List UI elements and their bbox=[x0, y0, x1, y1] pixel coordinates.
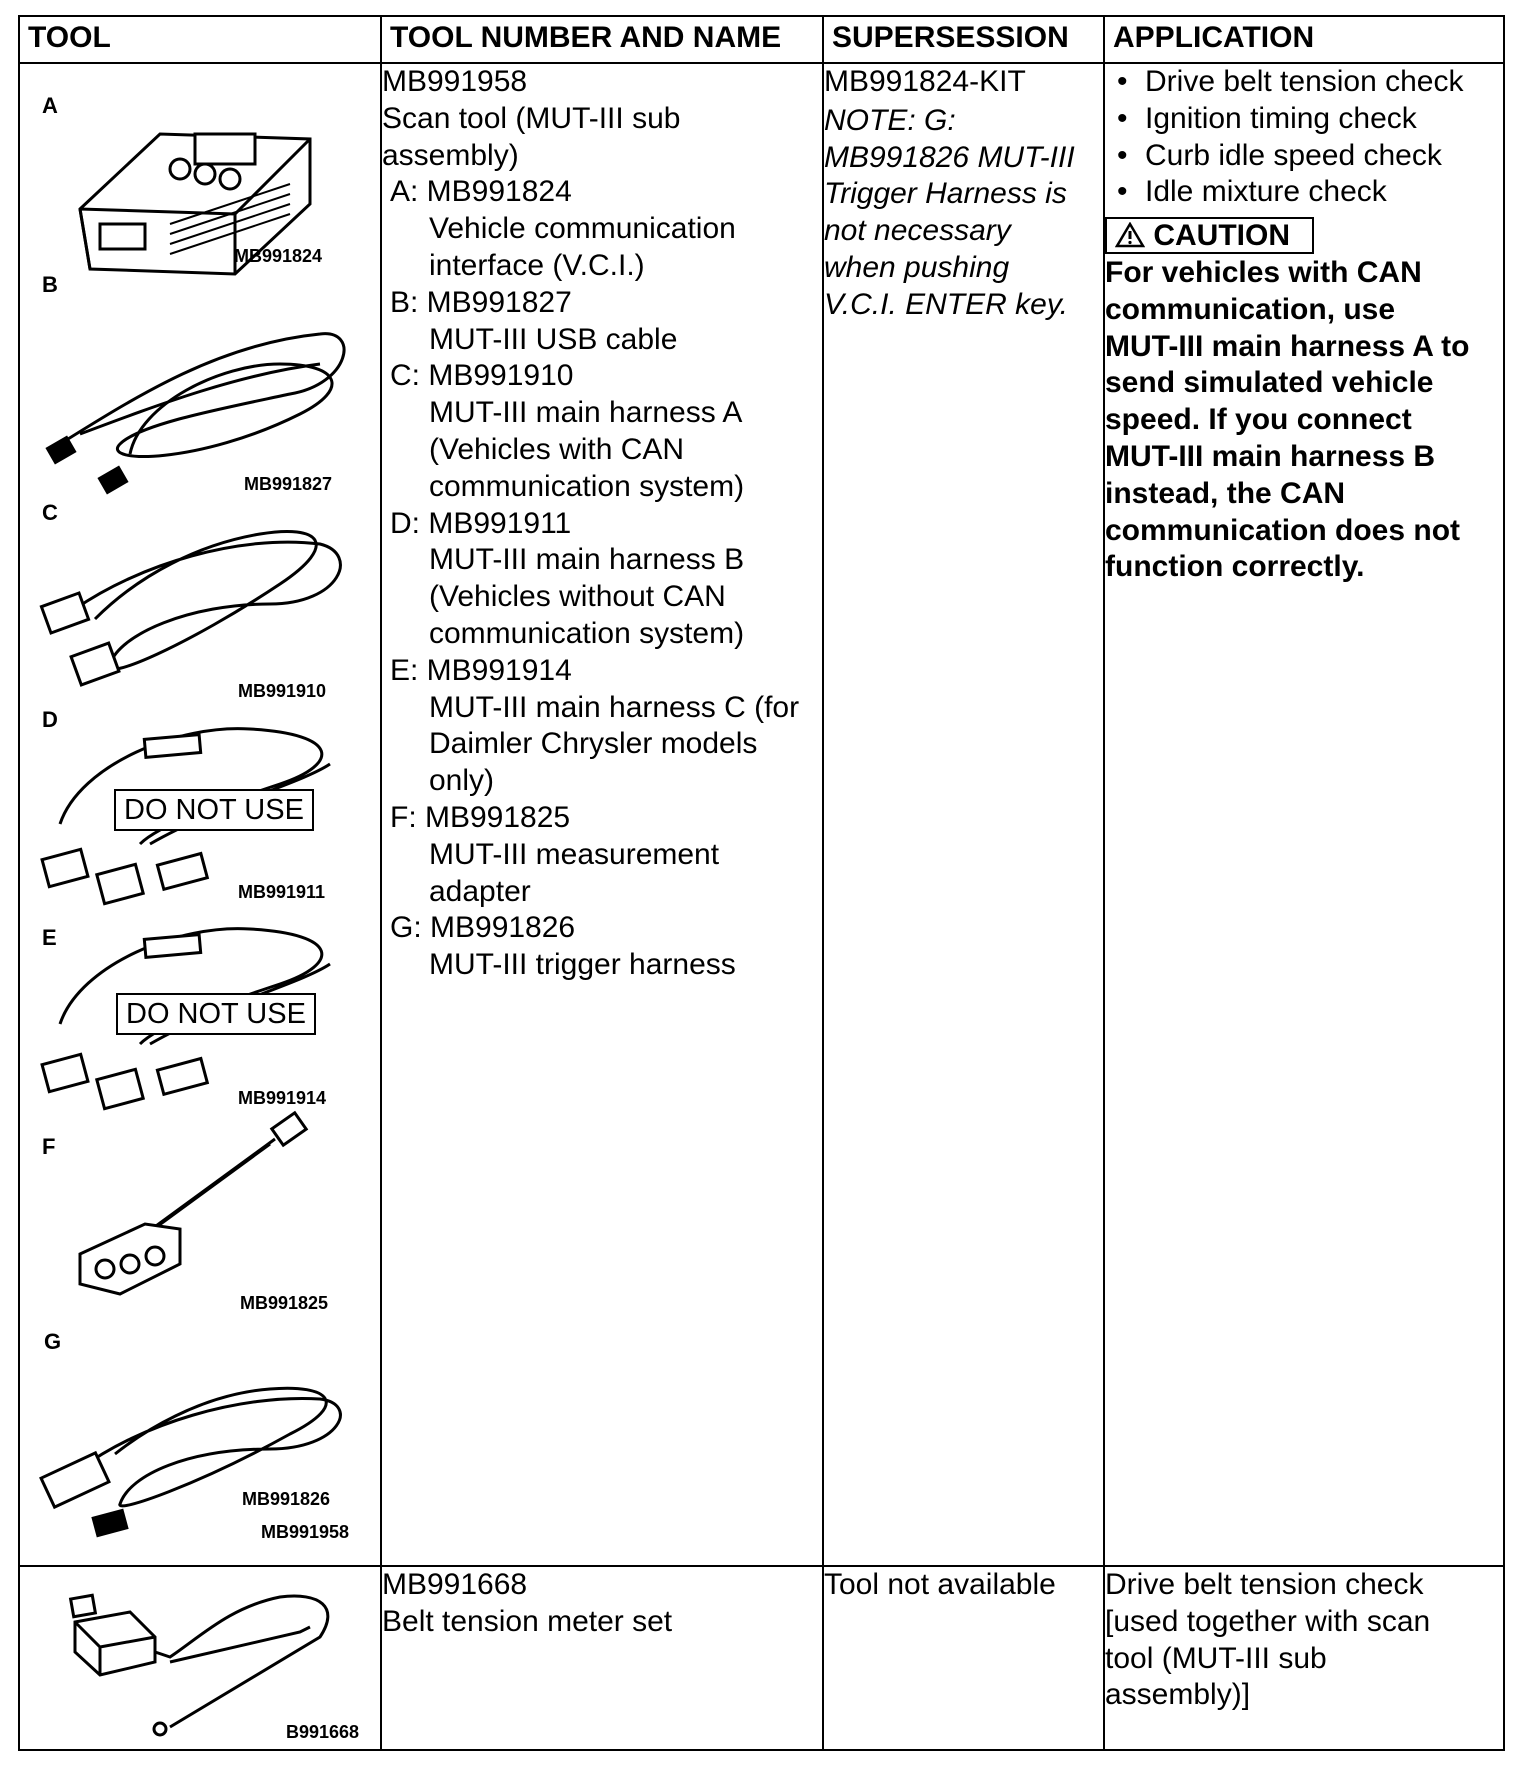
application-cell bbox=[1104, 63, 1504, 1566]
component-code: B: MB991827 bbox=[390, 285, 572, 319]
part-d: MB991911 bbox=[238, 882, 326, 902]
measurement-adapter-illustration bbox=[80, 1113, 306, 1294]
belt-meter-illustration-cell bbox=[19, 1566, 381, 1750]
belt-tool-name: Belt tension meter set bbox=[382, 1604, 673, 1638]
component-description: (Vehicles without CAN bbox=[429, 580, 726, 614]
table-row-scan-tool bbox=[19, 63, 1504, 1566]
part-g: MB991826 bbox=[242, 1489, 331, 1509]
component-description: adapter bbox=[429, 874, 531, 908]
tool-name-line2: assembly) bbox=[382, 138, 519, 172]
component-description: MUT-III measurement bbox=[429, 837, 720, 871]
component-description: Daimler Chrysler models bbox=[429, 727, 758, 761]
part-a: MB991824 bbox=[234, 246, 323, 266]
component-list bbox=[382, 174, 822, 984]
set-part-number: MB991958 bbox=[261, 1522, 350, 1542]
header-supersession: SUPERSESSION bbox=[823, 16, 1104, 63]
caution-line: speed. If you connect bbox=[1105, 403, 1412, 437]
component-description: MUT-III USB cable bbox=[429, 322, 678, 356]
component-description: interface (V.C.I.) bbox=[429, 248, 645, 282]
tool-illustration-cell bbox=[19, 63, 381, 1566]
note-line: MB991826 MUT-III bbox=[824, 140, 1075, 174]
application-item: • Ignition timing check bbox=[1105, 101, 1503, 138]
application-list bbox=[1105, 64, 1503, 211]
caution-line: communication does not bbox=[1105, 513, 1461, 547]
header-number-name: TOOL NUMBER AND NAME bbox=[381, 16, 823, 63]
belt-application-line: assembly)] bbox=[1105, 1678, 1251, 1712]
header-row bbox=[19, 16, 1504, 63]
component-description: only) bbox=[429, 764, 495, 798]
table-row-belt-tension bbox=[19, 1566, 1504, 1750]
header-tool: TOOL bbox=[19, 16, 381, 63]
caution-label: CAUTION bbox=[1153, 219, 1290, 253]
belt-application-line: tool (MUT-III sub bbox=[1105, 1641, 1327, 1675]
harness-a-illustration bbox=[41, 531, 340, 684]
tool-name-line1: Scan tool (MUT-III sub bbox=[382, 101, 681, 135]
supersession-value: MB991824-KIT bbox=[824, 65, 1026, 98]
supersession-note bbox=[824, 103, 1103, 324]
caution-line: For vehicles with CAN bbox=[1105, 255, 1422, 289]
belt-application-cell bbox=[1104, 1566, 1504, 1750]
note-line: Trigger Harness is bbox=[824, 177, 1067, 211]
part-c: MB991910 bbox=[238, 681, 327, 701]
part-f: MB991825 bbox=[240, 1293, 329, 1313]
note-line: V.C.I. ENTER key. bbox=[824, 287, 1068, 321]
warning-triangle-icon bbox=[1115, 222, 1145, 248]
component-code: D: MB991911 bbox=[390, 506, 572, 540]
component-code: F: MB991825 bbox=[390, 800, 571, 834]
do-not-use-badge-d: DO NOT USE bbox=[114, 789, 314, 831]
component-description: MUT-III main harness A bbox=[429, 396, 743, 430]
belt-number-name-cell bbox=[381, 1566, 823, 1750]
caution-line: MUT-III main harness B bbox=[1105, 439, 1436, 473]
component-description: MUT-III main harness B bbox=[429, 543, 745, 577]
component-code: E: MB991914 bbox=[390, 653, 572, 687]
caution-box bbox=[1105, 217, 1314, 254]
label-c: C bbox=[42, 500, 58, 525]
label-f: F bbox=[42, 1134, 56, 1159]
supersession-cell bbox=[823, 63, 1104, 1566]
caution-line: send simulated vehicle bbox=[1105, 366, 1434, 400]
belt-application-line: [used together with scan bbox=[1105, 1604, 1431, 1638]
label-d: D bbox=[42, 707, 58, 732]
note-line: when pushing bbox=[824, 250, 1010, 284]
application-item: • Drive belt tension check bbox=[1105, 64, 1503, 101]
component-description: MUT-III main harness C (for bbox=[429, 690, 800, 724]
label-g: G bbox=[44, 1329, 62, 1354]
usb-cable-illustration bbox=[47, 334, 344, 493]
part-e: MB991914 bbox=[238, 1088, 327, 1108]
special-tools-table bbox=[18, 15, 1505, 1751]
label-b: B bbox=[42, 272, 58, 297]
caution-line: MUT-III main harness A to bbox=[1105, 329, 1470, 363]
component-code: C: MB991910 bbox=[390, 359, 574, 393]
belt-supersession: Tool not available bbox=[824, 1568, 1056, 1601]
header-application: APPLICATION bbox=[1104, 16, 1504, 63]
do-not-use-badge-e: DO NOT USE bbox=[116, 993, 316, 1035]
tool-number: MB991958 bbox=[382, 65, 528, 98]
caution-line: instead, the CAN bbox=[1105, 476, 1346, 510]
component-description: (Vehicles with CAN bbox=[429, 432, 685, 466]
note-line: NOTE: G: bbox=[824, 103, 956, 137]
trigger-harness-illustration bbox=[41, 1388, 340, 1535]
tool-number-name-cell bbox=[381, 63, 823, 1566]
belt-tool-number: MB991668 bbox=[382, 1568, 528, 1601]
caution-text bbox=[1105, 255, 1503, 586]
component-description: communication system) bbox=[429, 469, 745, 503]
belt-supersession-cell bbox=[823, 1566, 1104, 1750]
component-code: G: MB991826 bbox=[390, 911, 576, 945]
label-a: A bbox=[42, 93, 58, 118]
part-b: MB991827 bbox=[244, 474, 333, 494]
application-item: • Curb idle speed check bbox=[1105, 138, 1503, 175]
component-description: communication system) bbox=[429, 616, 745, 650]
note-line: not necessary bbox=[824, 214, 1011, 248]
component-code: A: MB991824 bbox=[390, 175, 572, 209]
component-description: MUT-III trigger harness bbox=[429, 948, 736, 982]
belt-application-line: Drive belt tension check bbox=[1105, 1568, 1424, 1601]
label-e: E bbox=[42, 925, 57, 950]
belt-meter-part: B991668 bbox=[286, 1722, 360, 1742]
component-description: Vehicle communication bbox=[429, 212, 736, 246]
caution-line: function correctly. bbox=[1105, 550, 1365, 584]
application-item: • Idle mixture check bbox=[1105, 174, 1503, 211]
caution-line: communication, use bbox=[1105, 292, 1396, 326]
